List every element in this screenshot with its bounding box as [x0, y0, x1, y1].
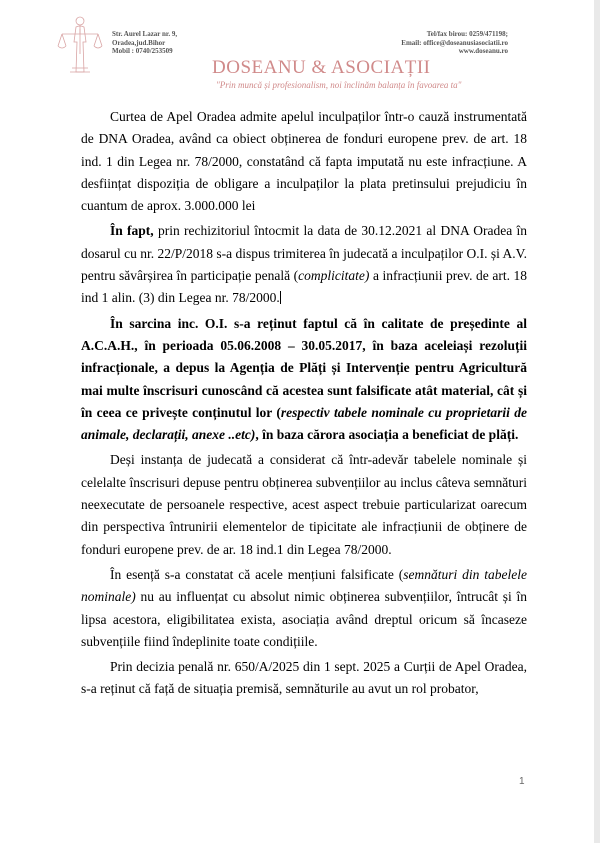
address-street: Str. Aurel Lazar nr. 9, — [112, 30, 178, 38]
paragraph-2-italic: complicitate) — [298, 268, 370, 284]
paragraph-6: Prin decizia penală nr. 650/A/2025 din 1 sept. 2025 a Curții de Apel Oradea, s-a reținut că față de situația premisă, semnăturile au avut un rol probator, — [81, 659, 527, 697]
paragraph-2 — [81, 220, 527, 309]
paragraph-2-text: prin rechizitoriul întocmit la data de 30.12.2021 al DNA Oradea în dosarul cu nr. 22/P/2018 s-a dispus trimiterea în judecată a inculpaților O.I. și A.V. pentru săvârșirea în participație penală ( — [81, 223, 528, 284]
office-address — [112, 30, 177, 56]
contact-phone: Tel/fax birou: 0259/471198; — [426, 30, 508, 38]
paragraph-2-text-end: a infracțiunii prev. de art. 18 ind 1 alin. (3) din Legea nr. 78/2000. — [81, 268, 528, 306]
page-number: 1 — [519, 776, 525, 787]
paragraph-5-italic: semnături din tabelele nominale) — [81, 566, 527, 605]
paragraph-3-bold-italic: respectiv tabele nominale cu proprietarii de animale, declarații, anexe ..etc) — [81, 404, 527, 443]
text-cursor — [280, 291, 281, 304]
paragraph-1: Curtea de Apel Oradea admite apelul inculpaților într-o cauză instrumentată de DNA Oradea, având ca obiect obținerea de fonduri europene prev. de art. 18 ind. 1 din Legea nr. 78/2000, constatând că fapta imputată nu este infracțiune. A desființat dispoziția de obligare a inculpaților la plata pretinsului prejudiciu în cuantum de aprox. 3.000.000 lei — [81, 109, 527, 214]
contact-website: www.doseanu.ro — [458, 47, 508, 55]
paragraph-4: Deși instanța de judecată a considerat că într-adevăr tabelele nominale și celelalte înscrisuri depuse pentru obținerea subvențiilor au inclus câteva semnături neexecutate de persoanele respective, acest aspect trebuie particularizat oarecum din perspectiva întrunirii elementelor de tipicitate ale infracțiunii de obținere de fonduri europene prev. de ar. 18 ind.1 din Legea 78/2000. — [81, 452, 527, 557]
address-city: Oradea,jud.Bihor — [112, 38, 166, 47]
paragraph-3-bold-end: , în baza cărora asociația a beneficiat de plăți. — [255, 427, 519, 443]
office-contact — [401, 30, 508, 56]
paragraph-5 — [81, 564, 527, 653]
paragraph-2-lead: În fapt, — [110, 223, 154, 239]
paragraph-5-text-end: nu au influențat cu absolut nimic obținerea subvențiilor, întrucât și în lipsa acestora, eligibilitatea exista, asociația având dreptul oricum să încaseze subvențiile fiind îndeplinite toate condițiile. — [81, 589, 527, 649]
paragraph-3 — [81, 313, 527, 447]
vertical-scrollbar[interactable] — [594, 0, 600, 843]
justice-scales-figure-icon — [56, 12, 104, 76]
firm-motto: "Prin muncă și profesionalism, noi înclinăm balanța în favoarea ta" — [216, 80, 462, 90]
contact-email: Email: office@doseanusiasociatii.ro — [401, 38, 508, 47]
paragraph-3-bold: În sarcina inc. O.I. s-a reținut faptul că în calitate de președinte al A.C.A.H., în perioada 05.06.2008 – 30.05.2017, în baza aceleiași rezoluții infracționale, a depus la Agenția de Plăți și Intervenție pentru Agricultură mai multe înscrisuri cunoscând că acestea sunt falsificate atât material, cât și în ceea ce privește conținutul lor ( — [81, 315, 527, 420]
address-mobile: Mobil : 0740/253509 — [112, 47, 173, 55]
document-body — [81, 106, 527, 704]
paragraph-5-text: În esență s-a constatat că acele mențiuni falsificate ( — [110, 566, 404, 582]
firm-name: DOSEANU & ASOCIAȚII — [212, 57, 431, 78]
